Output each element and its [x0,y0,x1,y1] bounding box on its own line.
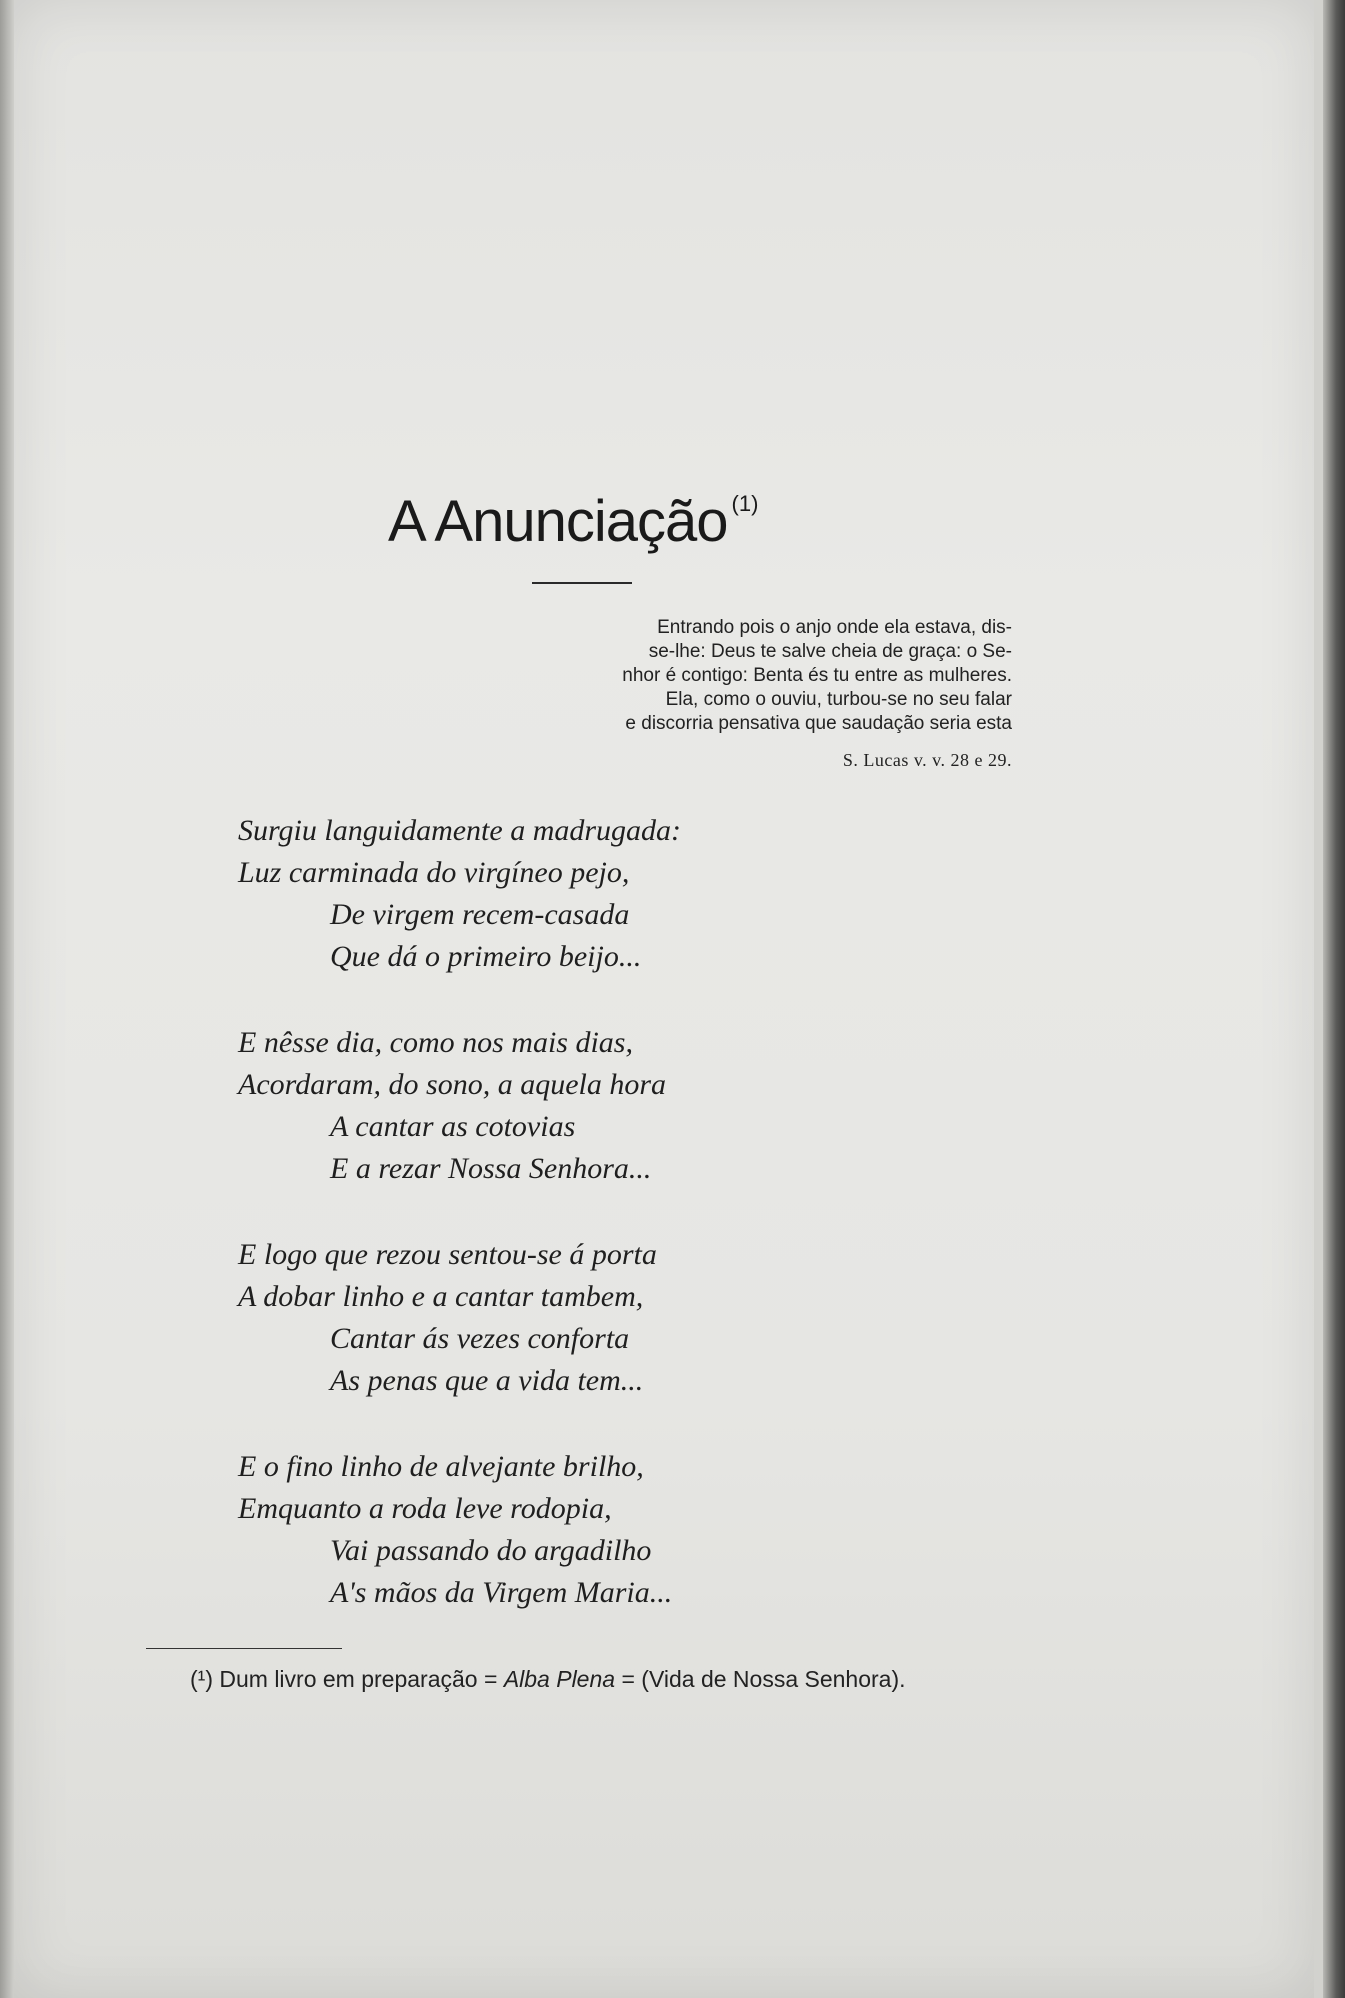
verse: Vai passando do argadilho [330,1534,652,1567]
stanza-2 [238,1022,1058,1190]
verse: As penas que a vida tem... [330,1364,644,1397]
footnote [190,1666,906,1693]
stanza-3 [238,1234,1058,1402]
verse: E o fino linho de alvejante brilho, [238,1450,644,1483]
epigraph-line: e discorria pensativa que saudação seria esta [625,713,1012,734]
footnote-marker: (¹) [190,1666,213,1692]
stanza-1 [238,810,1058,978]
title-note-marker: (1) [731,491,759,516]
title-divider [532,582,632,584]
verse: Luz carminada do virgíneo pejo, [238,856,630,889]
epigraph-line: Ela, como o ouviu, turbou-se no seu falar [665,689,1012,710]
book-spine-shadow [1323,0,1345,1998]
epigraph-line: nhor é contigo: Benta és tu entre as mulheres. [622,665,1012,686]
epigraph-line: se-lhe: Deus te salve cheia de graça: o Se- [648,641,1012,662]
verse: E logo que rezou sentou-se á porta [238,1238,657,1271]
verse: E a rezar Nossa Senhora... [330,1152,652,1185]
poem-title [388,488,758,555]
epigraph-citation: S. Lucas v. v. 28 e 29. [842,750,1012,770]
epigraph-line: Entrando pois o anjo onde ela estava, dis- [657,617,1012,638]
footnote-separator: = [483,1666,498,1692]
epigraph [572,616,1012,772]
footnote-separator: = [621,1666,635,1692]
verse: Emquanto a roda leve rodopia, [238,1492,612,1525]
footnote-book-title: Alba Plena [503,1666,616,1692]
verse: De virgem recem-casada [330,898,630,931]
verse: Acordaram, do sono, a aquela hora [238,1068,667,1101]
verse: Que dá o primeiro beijo... [330,940,642,973]
stanza-4 [238,1446,1058,1614]
footnote-text: Dum livro em preparação [219,1666,478,1692]
page-edge-left [0,0,14,1998]
verse: A cantar as cotovias [330,1110,576,1143]
poem-title-text: A Anunciação [388,489,728,554]
poem-body [238,810,1058,1658]
verse: Surgiu languidamente a madrugada: [238,814,682,847]
footnote-subtitle: (Vida de Nossa Senhora). [641,1666,906,1692]
verse: E nêsse dia, como nos mais dias, [238,1026,633,1059]
verse: Cantar ás vezes conforta [330,1322,630,1355]
verse: A's mãos da Virgem Maria... [330,1576,673,1609]
footnote-divider [146,1648,342,1649]
verse: A dobar linho e a cantar tambem, [238,1280,644,1313]
